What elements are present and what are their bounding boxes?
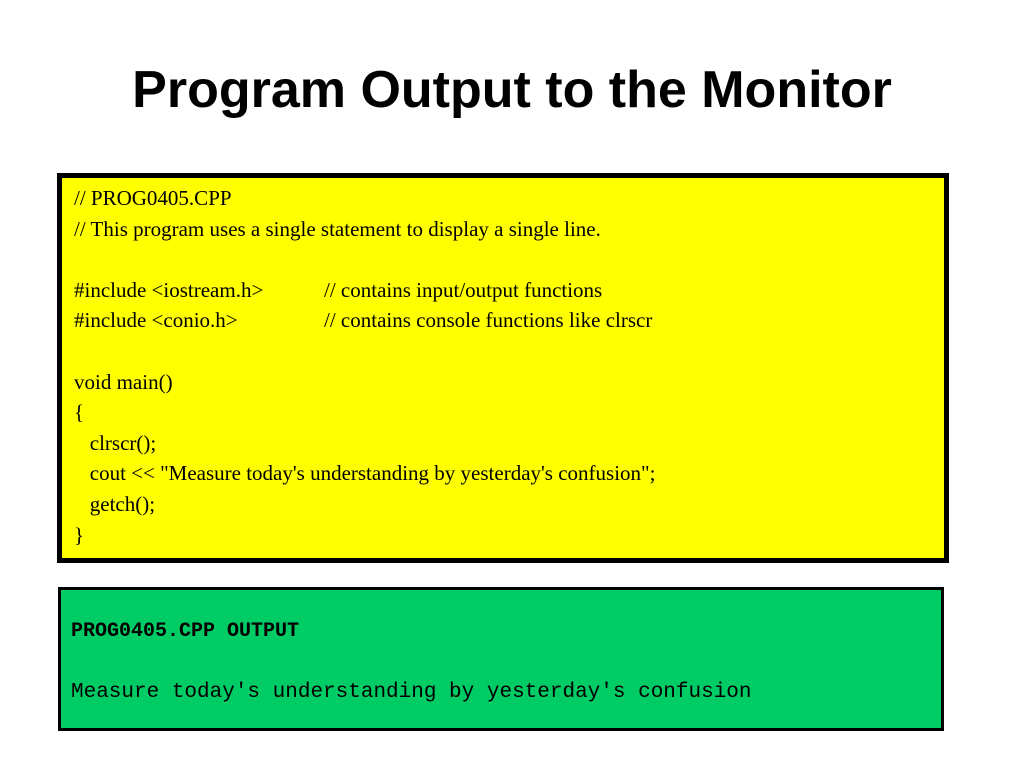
code-comment: // contains input/output functions: [324, 277, 603, 302]
code-text: #include <conio.h>: [74, 308, 238, 333]
slide-title: Program Output to the Monitor: [132, 61, 892, 119]
code-text: [74, 336, 324, 367]
code-text: cout << "Measure today's understanding by yesterday's confusion";: [74, 461, 656, 486]
code-line: [74, 520, 655, 551]
code-line: [74, 428, 655, 459]
output-heading: PROG0405.CPP OUTPUT: [71, 620, 300, 643]
code-text: // PROG0405.CPP: [74, 186, 232, 210]
code-text: clrscr();: [74, 430, 157, 455]
code-text: [74, 244, 324, 275]
code-line: [74, 305, 655, 336]
code-line: [74, 275, 655, 306]
code-line: [74, 458, 655, 489]
source-code-box: [57, 173, 949, 563]
code-line: [74, 397, 655, 428]
output-text: Measure today's understanding by yesterday's confusion: [71, 681, 752, 704]
code-line: [74, 367, 655, 398]
code-line: [74, 244, 655, 275]
code-line: [74, 214, 655, 245]
code-text: }: [74, 522, 85, 547]
code-line: [74, 489, 655, 520]
code-line: [74, 183, 655, 214]
program-output-box: [58, 587, 944, 731]
code-text: getch();: [74, 491, 156, 516]
code-text: #include <iostream.h>: [74, 277, 264, 302]
code-line: [74, 336, 655, 367]
source-code-lines: [74, 183, 655, 550]
code-text: void main(): [74, 369, 173, 394]
code-comment: // contains console functions like clrscr: [324, 308, 653, 333]
code-text: {: [74, 400, 85, 425]
code-text: // This program uses a single statement to display a single line.: [74, 216, 601, 241]
